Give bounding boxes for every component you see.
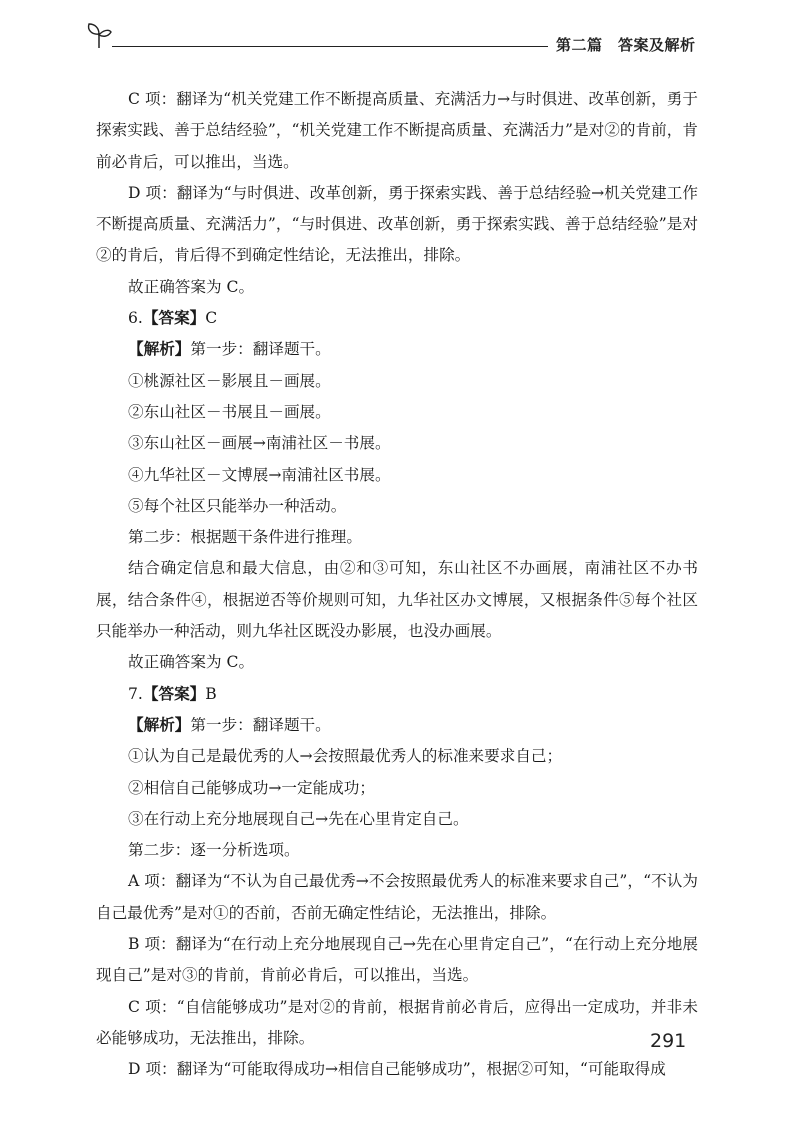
question-6-condition-2: ②东山社区－书展且－画展。 — [128, 402, 331, 421]
question-7-condition-3: ③在行动上充分地展现自己→先在心里肯定自己。 — [128, 809, 469, 828]
question-6-step-2: 第二步：根据题干条件进行推理。 — [128, 528, 362, 547]
question-6-number: 6. — [128, 309, 143, 328]
option-d-analysis: D 项：翻译为“与时俱进、改革创新，勇于探索实践、善于总结经验→机关党建工作不断提高质量、充满活力”，“与时俱进、改革创新，勇于探索实践、善于总结经验”是对②的肯后，肯后得不到确定性结论，无法推出，排除。 — [96, 183, 698, 265]
question-7-option-c: C 项：“自信能够成功”是对②的肯前，根据肯前必肯后，应得出一定成功，并非未必能够成功，无法推出，排除。 — [96, 997, 698, 1047]
question-6-condition-1: ①桃源社区－影展且－画展。 — [128, 371, 331, 390]
question-6-answer-line — [96, 303, 698, 334]
question-6-step-1: 第一步：翻译题干。 — [190, 340, 331, 359]
question-6-condition-4: ④九华社区－文博展→南浦社区书展。 — [128, 465, 391, 484]
question-6-analysis-line — [96, 334, 698, 365]
question-7-option-b: B 项：翻译为“在行动上充分地展现自己→先在心里肯定自己”，“在行动上充分地展现自己”是对③的肯前，肯前必肯后，可以推出，当选。 — [96, 935, 698, 985]
page-header — [0, 0, 800, 80]
question-6-reasoning: 结合确定信息和最大信息，由②和③可知，东山社区不办画展，南浦社区不办书展，结合条件④，根据逆否等价规则可知，九华社区办文博展，又根据条件⑤每个社区只能举办一种活动，则九华社区既没办影展，也没办画展。 — [96, 559, 698, 641]
question-6-condition-3: ③东山社区－画展→南浦社区－书展。 — [128, 434, 391, 453]
analysis-tag: 【解析】 — [128, 715, 191, 734]
question-7-number: 7. — [128, 684, 143, 703]
analysis-tag: 【解析】 — [128, 340, 191, 359]
question-7-analysis-line — [96, 710, 698, 741]
section-title: 第二篇 答案及解析 — [556, 36, 696, 54]
question-7-answer: B — [205, 684, 217, 703]
page-number: 291 — [650, 1030, 687, 1052]
question-7-option-a: A 项：翻译为“不认为自己最优秀→不会按照最优秀人的标准来要求自己”，“不认为自己最优秀”是对①的否前，否前无确定性结论，无法推出，排除。 — [96, 872, 698, 922]
answer-conclusion: 故正确答案为 C。 — [128, 277, 255, 296]
question-7-answer-line — [96, 679, 698, 710]
question-7-step-2: 第二步：逐一分析选项。 — [128, 841, 300, 860]
page-body — [96, 84, 698, 1086]
question-6-answer: C — [205, 309, 218, 328]
question-6-conclusion: 故正确答案为 C。 — [128, 653, 255, 672]
question-7-step-1: 第一步：翻译题干。 — [190, 715, 331, 734]
header-rule — [112, 46, 548, 47]
sprout-icon — [86, 22, 112, 50]
option-c-analysis: C 项：翻译为“机关党建工作不断提高质量、充满活力→与时俱进、改革创新，勇于探索实践、善于总结经验”，“机关党建工作不断提高质量、充满活力”是对②的肯前，肯前必肯后，可以推出，当选。 — [96, 90, 698, 171]
question-7-condition-1: ①认为自己是最优秀的人→会按照最优秀人的标准来要求自己； — [128, 747, 563, 766]
question-6-condition-5: ⑤每个社区只能举办一种活动。 — [128, 496, 347, 515]
question-7-condition-2: ②相信自己能够成功→一定能成功； — [128, 778, 375, 797]
question-7-option-d: D 项：翻译为“可能取得成功→相信自己能够成功”，根据②可知，“可能取得成 — [128, 1060, 666, 1079]
answer-tag: 【答案】 — [142, 309, 206, 328]
answer-tag: 【答案】 — [142, 684, 206, 703]
